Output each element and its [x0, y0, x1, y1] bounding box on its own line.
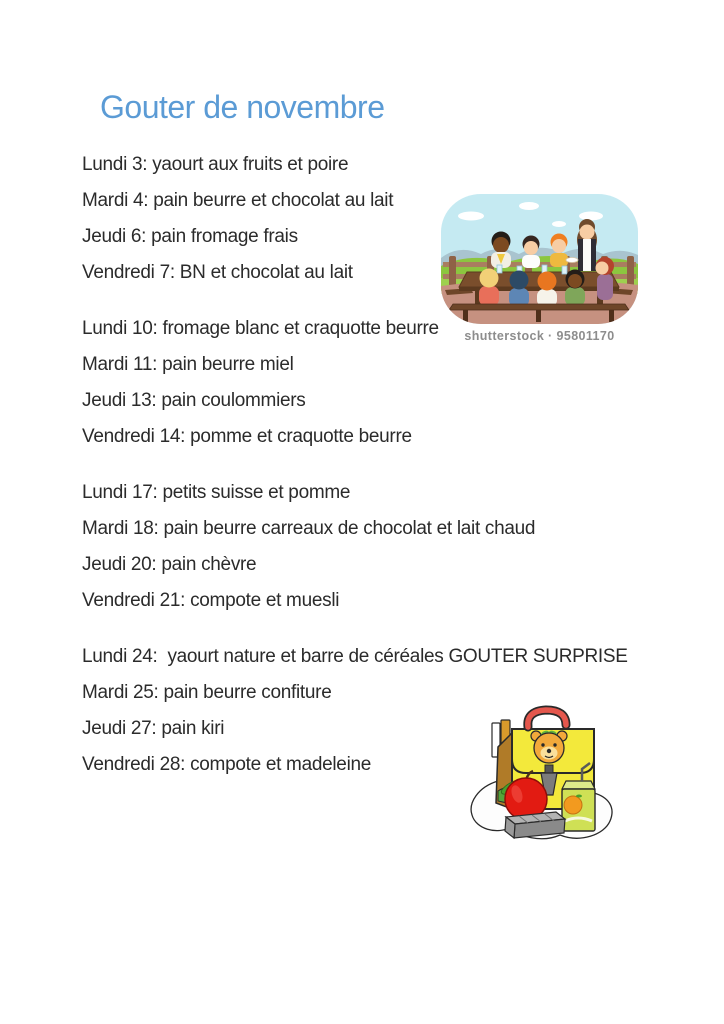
- menu-item: Mardi 4: pain beurre et chocolat au lait: [82, 190, 394, 211]
- menu-item: Vendredi 28: compote et madeleine: [82, 754, 372, 775]
- children-picnic-illustration: [441, 194, 638, 324]
- bag-clasp: [545, 765, 553, 773]
- menu-item: Vendredi 7: BN et chocolat au lait: [82, 262, 353, 283]
- chocolate-bar: [505, 812, 565, 838]
- schoolbag-illustration: [462, 703, 640, 843]
- menu-item: Mardi 25: pain beurre confiture: [82, 682, 332, 703]
- schoolbag-clipart: [462, 703, 640, 843]
- menu-item: Jeudi 6: pain fromage frais: [82, 226, 298, 247]
- page-title: Gouter de novembre: [100, 89, 385, 126]
- menu-item: Jeudi 13: pain coulommiers: [82, 390, 306, 411]
- menu-item: Vendredi 14: pomme et craquotte beurre: [82, 426, 412, 447]
- menu-week-3: [82, 475, 662, 619]
- picnic-clipart: [441, 194, 638, 343]
- children-back-row: [491, 232, 568, 269]
- menu-item: Mardi 18: pain beurre carreaux de chocolat et lait chaud: [82, 518, 536, 539]
- menu-item: Lundi 24: yaourt nature et barre de céréales GOUTER SURPRISE: [82, 646, 628, 667]
- menu-item: Lundi 17: petits suisse et pomme: [82, 482, 351, 503]
- girl-right: [596, 257, 615, 300]
- menu-item: Mardi 11: pain beurre miel: [82, 354, 294, 375]
- menu-item: Jeudi 27: pain kiri: [82, 718, 225, 739]
- menu-item: Jeudi 20: pain chèvre: [82, 554, 257, 575]
- menu-item: Lundi 10: fromage blanc et craquotte beurre: [82, 318, 439, 339]
- menu-item: Lundi 3: yaourt aux fruits et poire: [82, 154, 349, 175]
- shutterstock-watermark: shutterstock · 95801170: [464, 329, 615, 343]
- menu-item: Vendredi 21: compote et muesli: [82, 590, 340, 611]
